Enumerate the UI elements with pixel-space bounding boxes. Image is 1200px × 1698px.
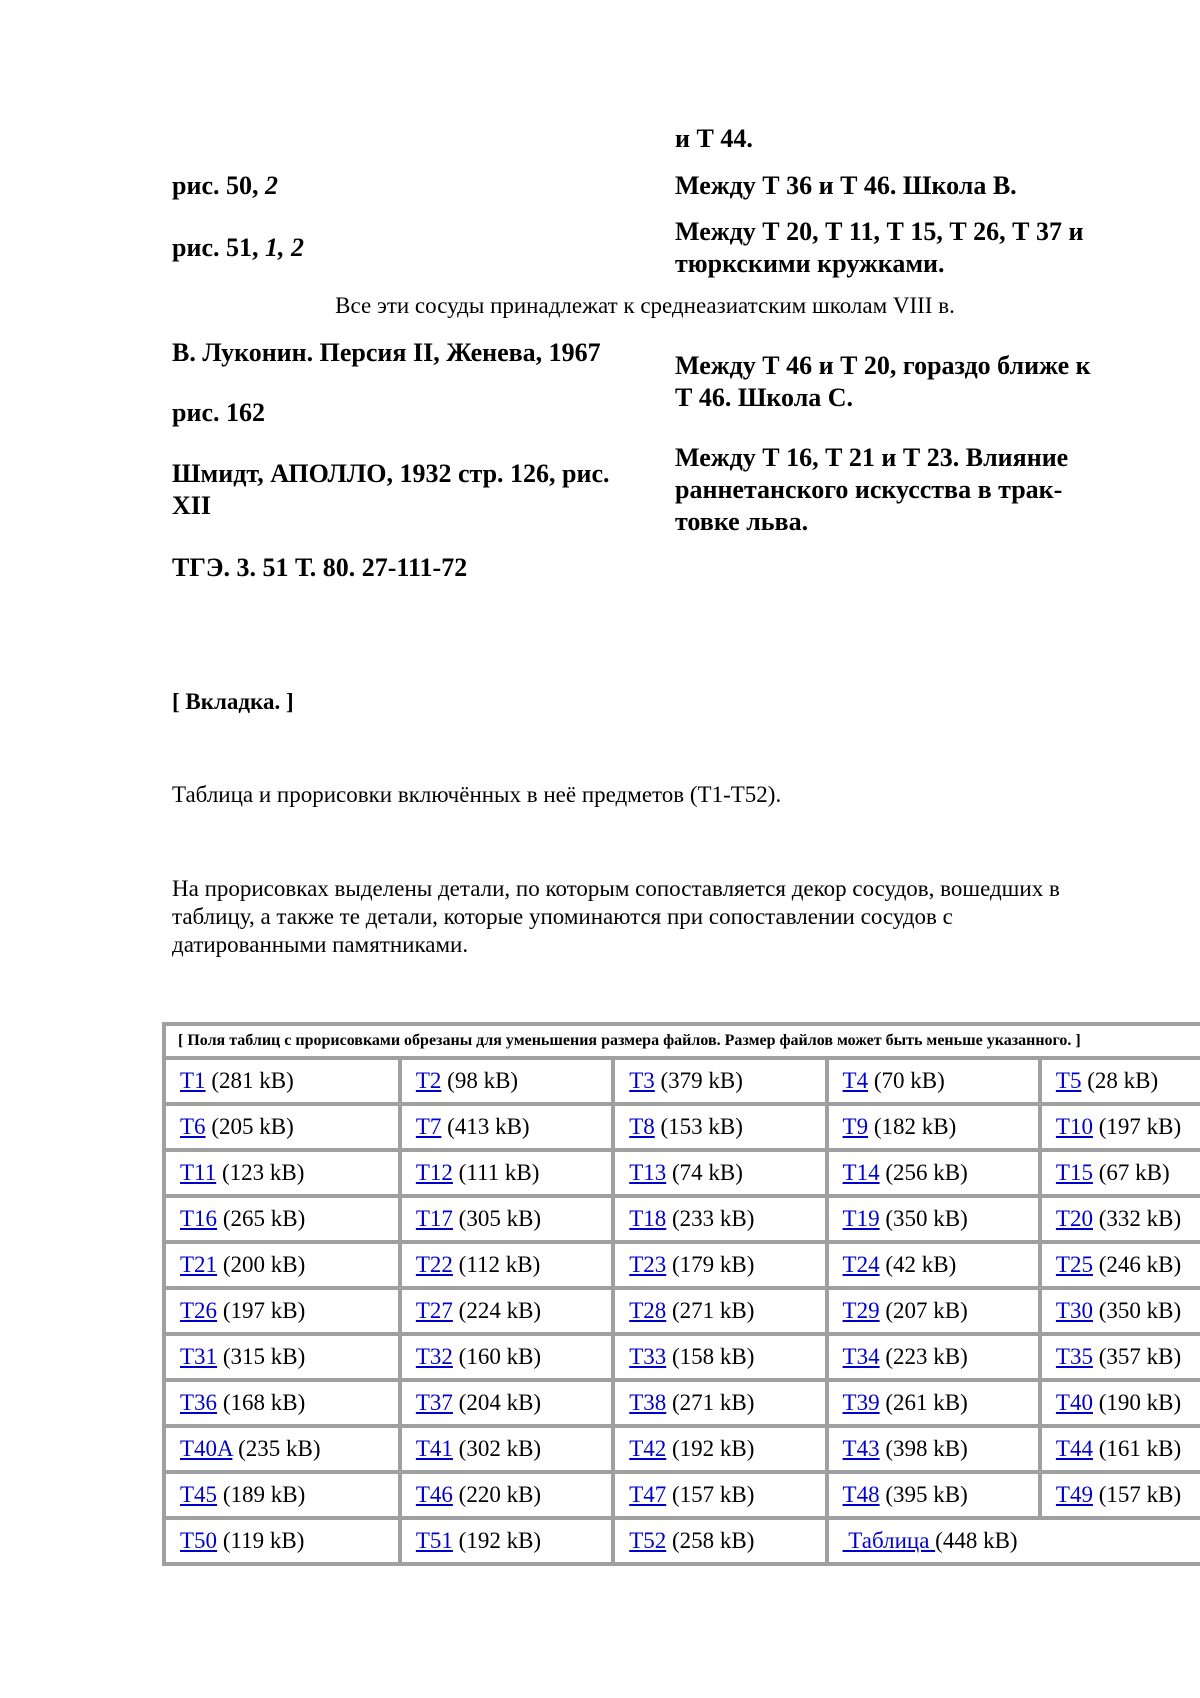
- file-size: (179 kB): [666, 1252, 755, 1277]
- file-link[interactable]: T7: [415, 1114, 442, 1139]
- file-cell: [164, 1104, 400, 1150]
- file-cell: [827, 1150, 1040, 1196]
- file-link[interactable]: T13: [629, 1160, 667, 1185]
- fig-50-text: рис. 50,: [172, 171, 265, 200]
- fig-51-text: рис. 51,: [172, 233, 265, 262]
- file-cell: [1040, 1334, 1200, 1380]
- file-cell: [1040, 1426, 1200, 1472]
- file-link[interactable]: T49: [1055, 1482, 1093, 1507]
- table-row: [164, 1334, 1200, 1380]
- file-link[interactable]: T43: [842, 1436, 880, 1461]
- right-line-influence-1: Между Т 16, Т 21 и Т 23. Влияние: [675, 443, 1069, 472]
- file-link[interactable]: T18: [629, 1206, 667, 1231]
- file-cell: [164, 1334, 400, 1380]
- file-size: (265 kB): [217, 1206, 306, 1231]
- file-link[interactable]: T27: [415, 1298, 453, 1323]
- right-line-school-c: [675, 350, 1091, 414]
- file-size: (153 kB): [654, 1114, 743, 1139]
- file-cell: [400, 1472, 613, 1518]
- file-link[interactable]: T38: [629, 1390, 667, 1415]
- table-row: [164, 1288, 1200, 1334]
- file-cell: [400, 1426, 613, 1472]
- file-link[interactable]: T35: [1055, 1344, 1093, 1369]
- right-line-between-20-1: Между Т 20, Т 11, Т 15, Т 26, Т 37 и: [675, 217, 1084, 246]
- table-row: [164, 1242, 1200, 1288]
- file-cell: [613, 1196, 826, 1242]
- file-cell: [164, 1518, 400, 1564]
- file-size: (160 kB): [452, 1344, 542, 1369]
- file-cell: [1040, 1242, 1200, 1288]
- file-cell: [613, 1518, 826, 1564]
- file-size: (161 kB): [1092, 1436, 1182, 1461]
- ref-lukonin: В. Луконин. Персия II, Женева, 1967: [172, 338, 601, 367]
- file-cell: [1040, 1150, 1200, 1196]
- file-size: (223 kB): [879, 1344, 968, 1369]
- file-cell: [613, 1150, 826, 1196]
- file-cell: [164, 1242, 400, 1288]
- file-link[interactable]: T46: [415, 1482, 453, 1507]
- file-link[interactable]: T23: [629, 1252, 667, 1277]
- file-size: (67 kB): [1092, 1160, 1170, 1185]
- file-link[interactable]: T31: [180, 1344, 218, 1369]
- file-cell: [400, 1242, 613, 1288]
- file-cell: [827, 1472, 1040, 1518]
- file-size: (305 kB): [452, 1206, 542, 1231]
- file-cell: [827, 1196, 1040, 1242]
- file-cell: [400, 1104, 613, 1150]
- file-link[interactable]: T25: [1055, 1252, 1093, 1277]
- table-intro: Таблица и прорисовки включённых в неё предметов (Т1-Т52).: [172, 782, 782, 807]
- file-link[interactable]: T42: [629, 1436, 667, 1461]
- file-link[interactable]: T34: [842, 1344, 880, 1369]
- file-link[interactable]: T3: [629, 1068, 655, 1093]
- file-size: (190 kB): [1092, 1390, 1182, 1415]
- file-link[interactable]: T30: [1055, 1298, 1093, 1323]
- file-size: (98 kB): [441, 1068, 519, 1093]
- file-link[interactable]: T15: [1055, 1160, 1093, 1185]
- file-link[interactable]: T33: [629, 1344, 667, 1369]
- file-size: (398 kB): [879, 1436, 968, 1461]
- file-cell: [164, 1288, 400, 1334]
- file-cell: [827, 1426, 1040, 1472]
- right-line-influence-3: товке льва.: [675, 507, 809, 536]
- file-size: (28 kB): [1081, 1068, 1159, 1093]
- file-cell: [400, 1288, 613, 1334]
- drawings-paragraph-1: На прорисовках выделены детали, по которым сопоставляется декор сосудов, вошедших в: [172, 876, 1060, 901]
- file-link[interactable]: T10: [1055, 1114, 1093, 1139]
- right-line-t44: и Т 44.: [675, 124, 753, 153]
- file-size: (350 kB): [879, 1206, 968, 1231]
- file-cell: [827, 1288, 1040, 1334]
- file-link[interactable]: T50: [180, 1528, 218, 1553]
- file-link[interactable]: T52: [629, 1528, 667, 1553]
- file-link[interactable]: T12: [415, 1160, 453, 1185]
- file-size: (207 kB): [879, 1298, 968, 1323]
- file-cell: [613, 1104, 826, 1150]
- ref-schmidt-1: Шмидт, АПОЛЛО, 1932 стр. 126, рис.: [172, 459, 610, 488]
- file-size: (220 kB): [452, 1482, 542, 1507]
- file-link[interactable]: T16: [180, 1206, 218, 1231]
- file-size: (112 kB): [452, 1252, 541, 1277]
- file-link[interactable]: T6: [180, 1114, 206, 1139]
- file-link[interactable]: T11: [180, 1160, 217, 1185]
- file-link[interactable]: T44: [1055, 1436, 1093, 1461]
- summary-cell: [827, 1518, 1200, 1564]
- table-row: [164, 1150, 1200, 1196]
- file-cell: [400, 1196, 613, 1242]
- file-cell: [613, 1242, 826, 1288]
- file-cell: [1040, 1104, 1200, 1150]
- table-note-row: [164, 1024, 1200, 1058]
- fig-162-ref: рис. 162: [172, 398, 265, 427]
- file-size: (302 kB): [452, 1436, 542, 1461]
- file-link[interactable]: T36: [180, 1390, 218, 1415]
- file-cell: [164, 1472, 400, 1518]
- drawings-paragraph-2: таблицу, а также те детали, которые упоминаются при сопоставлении сосудов с: [172, 904, 953, 929]
- file-size: (224 kB): [452, 1298, 542, 1323]
- file-cell: [1040, 1380, 1200, 1426]
- file-size: (119 kB): [217, 1528, 305, 1553]
- file-size: (235 kB): [232, 1436, 321, 1461]
- file-size: (281 kB): [205, 1068, 294, 1093]
- file-link[interactable]: T29: [842, 1298, 880, 1323]
- file-size: (70 kB): [868, 1068, 945, 1093]
- file-size: (332 kB): [1092, 1206, 1182, 1231]
- fig-50-italic: 2: [264, 171, 278, 200]
- file-size: (197 kB): [1092, 1114, 1182, 1139]
- table-row: [164, 1104, 1200, 1150]
- file-link[interactable]: T47: [629, 1482, 667, 1507]
- drawings-paragraph: [172, 875, 1182, 959]
- right-line-between-20: [675, 216, 1084, 280]
- file-size: (168 kB): [217, 1390, 306, 1415]
- file-cell: [1040, 1058, 1200, 1104]
- table-row: [164, 1426, 1200, 1472]
- file-cell: [827, 1242, 1040, 1288]
- fig-51-ref: [172, 232, 304, 264]
- file-size: (74 kB): [666, 1160, 743, 1185]
- file-cell: [613, 1426, 826, 1472]
- file-cell: [164, 1380, 400, 1426]
- file-cell: [613, 1058, 826, 1104]
- summary-table-link[interactable]: Таблица: [842, 1528, 936, 1553]
- file-link[interactable]: T21: [180, 1252, 218, 1277]
- file-size: (157 kB): [666, 1482, 755, 1507]
- table-note: [ Поля таблиц с прорисовками обрезаны для уменьшения размера файлов. Размер файлов может быть меньше указанного. ]: [164, 1024, 1200, 1058]
- file-size: (256 kB): [879, 1160, 968, 1185]
- file-size: (233 kB): [666, 1206, 755, 1231]
- file-cell: [827, 1380, 1040, 1426]
- file-link[interactable]: T32: [415, 1344, 453, 1369]
- ref-schmidt-2: XII: [172, 491, 212, 520]
- file-link[interactable]: T17: [415, 1206, 453, 1231]
- file-cell: [613, 1472, 826, 1518]
- right-line-influence-2: раннетанского искусства в трак-: [675, 475, 1063, 504]
- file-link[interactable]: T51: [415, 1528, 453, 1553]
- right-line-school-b: Между Т 36 и Т 46. Школа B.: [675, 171, 1017, 200]
- right-line-between-20-2: тюркскими кружками.: [675, 249, 945, 278]
- file-size: (200 kB): [217, 1252, 306, 1277]
- file-cell: [1040, 1472, 1200, 1518]
- file-link[interactable]: T22: [415, 1252, 453, 1277]
- center-note: Все эти сосуды принадлежат к среднеазиатским школам VIII в.: [335, 293, 955, 318]
- file-link[interactable]: T39: [842, 1390, 880, 1415]
- file-cell: [164, 1058, 400, 1104]
- file-size: (197 kB): [217, 1298, 306, 1323]
- file-cell: [613, 1380, 826, 1426]
- file-size: (261 kB): [879, 1390, 968, 1415]
- file-link[interactable]: T20: [1055, 1206, 1093, 1231]
- file-cell: [164, 1426, 400, 1472]
- file-size: (315 kB): [217, 1344, 306, 1369]
- file-size: (204 kB): [452, 1390, 542, 1415]
- file-size: (246 kB): [1092, 1252, 1182, 1277]
- file-link[interactable]: T8: [629, 1114, 655, 1139]
- file-size: (158 kB): [666, 1344, 755, 1369]
- file-link[interactable]: T14: [842, 1160, 880, 1185]
- ref-schmidt: [172, 458, 610, 522]
- file-size: (205 kB): [205, 1114, 294, 1139]
- file-size: (42 kB): [879, 1252, 957, 1277]
- fig-50-ref: [172, 170, 278, 202]
- file-size: (157 kB): [1092, 1482, 1182, 1507]
- file-link[interactable]: T4: [842, 1068, 869, 1093]
- file-link[interactable]: T19: [842, 1206, 880, 1231]
- file-size: (258 kB): [666, 1528, 755, 1553]
- file-cell: [827, 1334, 1040, 1380]
- right-line-school-c-1: Между Т 46 и Т 20, гораздо ближе к: [675, 351, 1091, 380]
- file-size: (192 kB): [452, 1528, 542, 1553]
- file-size: (111 kB): [452, 1160, 540, 1185]
- table-row: [164, 1380, 1200, 1426]
- file-link[interactable]: T41: [415, 1436, 453, 1461]
- ref-tge: ТГЭ. 3. 51 Т. 80. 27-111-72: [172, 553, 468, 582]
- file-link[interactable]: T45: [180, 1482, 218, 1507]
- file-size: (271 kB): [666, 1390, 755, 1415]
- table-row: [164, 1518, 1200, 1564]
- file-link[interactable]: T37: [415, 1390, 453, 1415]
- file-cell: [400, 1334, 613, 1380]
- file-link[interactable]: T5: [1055, 1068, 1082, 1093]
- file-link[interactable]: T2: [415, 1068, 442, 1093]
- file-cell: [400, 1150, 613, 1196]
- drawings-paragraph-3: датированными памятниками.: [172, 932, 469, 957]
- file-size: (182 kB): [868, 1114, 957, 1139]
- right-line-influence: [675, 442, 1068, 538]
- file-cell: [613, 1334, 826, 1380]
- right-line-school-c-2: Т 46. Школа С.: [675, 383, 854, 412]
- file-size: (357 kB): [1092, 1344, 1182, 1369]
- file-link[interactable]: T28: [629, 1298, 667, 1323]
- table-row: [164, 1058, 1200, 1104]
- file-link[interactable]: T1: [180, 1068, 206, 1093]
- file-link[interactable]: T24: [842, 1252, 880, 1277]
- file-size: (189 kB): [217, 1482, 306, 1507]
- file-cell: [1040, 1196, 1200, 1242]
- file-link[interactable]: T26: [180, 1298, 218, 1323]
- summary-size: (448 kB): [935, 1528, 1018, 1553]
- fig-51-italic: 1, 2: [264, 233, 304, 262]
- file-size: (123 kB): [216, 1160, 305, 1185]
- files-table: [162, 1022, 1200, 1566]
- file-cell: [1040, 1288, 1200, 1334]
- file-link[interactable]: T40: [1055, 1390, 1093, 1415]
- table-row: [164, 1472, 1200, 1518]
- file-link[interactable]: T48: [842, 1482, 880, 1507]
- file-size: (192 kB): [666, 1436, 755, 1461]
- file-cell: [400, 1518, 613, 1564]
- file-cell: [400, 1058, 613, 1104]
- file-cell: [613, 1288, 826, 1334]
- file-cell: [827, 1058, 1040, 1104]
- file-cell: [827, 1104, 1040, 1150]
- files-table-body: [164, 1024, 1200, 1564]
- insert-label: [ Вкладка. ]: [172, 689, 294, 714]
- file-link[interactable]: T9: [842, 1114, 869, 1139]
- file-cell: [164, 1150, 400, 1196]
- file-size: (413 kB): [441, 1114, 530, 1139]
- file-size: (395 kB): [879, 1482, 968, 1507]
- file-cell: [400, 1380, 613, 1426]
- file-size: (379 kB): [654, 1068, 743, 1093]
- file-link[interactable]: T40A: [180, 1436, 233, 1461]
- file-size: (271 kB): [666, 1298, 755, 1323]
- file-cell: [164, 1196, 400, 1242]
- file-size: (350 kB): [1092, 1298, 1182, 1323]
- table-row: [164, 1196, 1200, 1242]
